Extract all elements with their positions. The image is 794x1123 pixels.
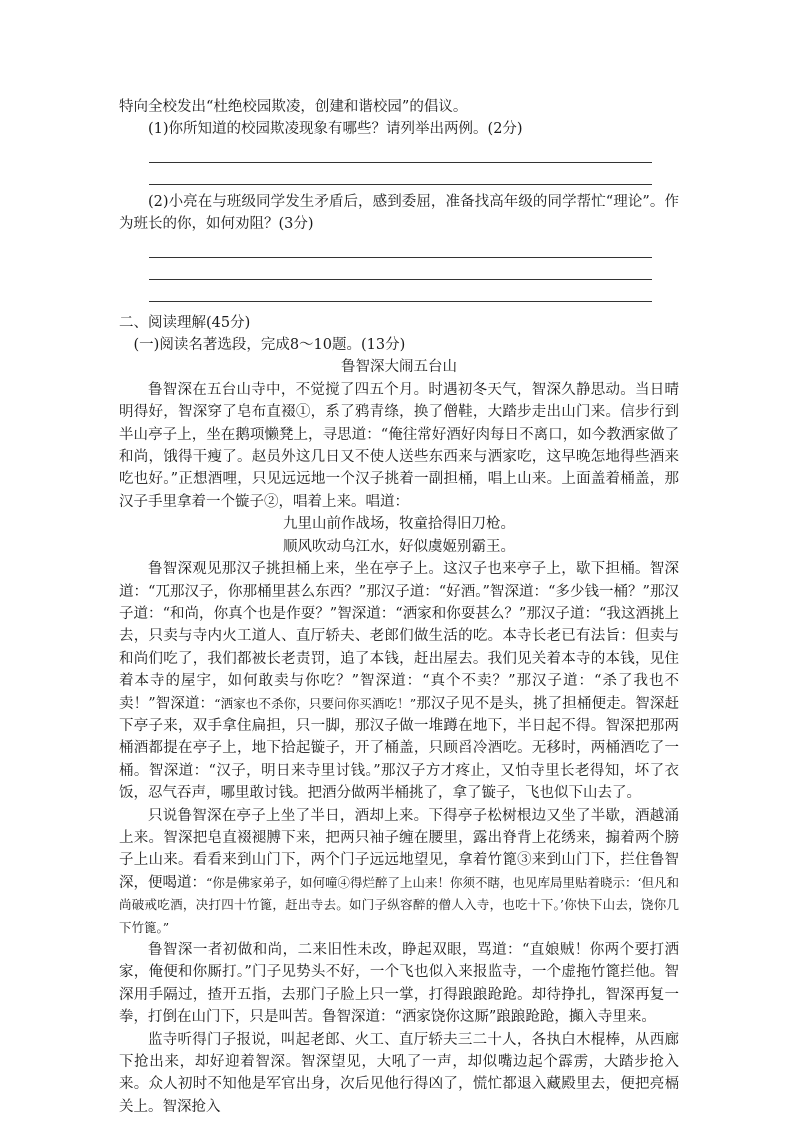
intro-text: 特向全校发出“杜绝校园欺凌，创建和谐校园”的倡议。 (119, 99, 468, 115)
paragraph-2 (119, 558, 679, 804)
answer-line[interactable] (149, 163, 652, 185)
poem-line-1: 九里山前作战场，牧童拾得旧刀枪。 (283, 516, 515, 533)
paragraph-5: 监寺听得门子报说，叫起老郎、火工、直厅轿夫三二十人，各执白木棍棒，从西廊下抢出来，却好迎着智深。智深望见，大吼了一声，却似嘴边起个霹雳，大踏步抢入来。众人初时不知他是军官出身，次后见他行得凶了，慌忙都退入藏殿里去，便把亮槅关上。智深抢入 (119, 1031, 679, 1115)
document-page (119, 96, 679, 1118)
section-heading: 二、阅读理解(45分) (119, 314, 251, 331)
question-1: (1)你所知道的校园欺凌现象有哪些？请列举出两例。(2分) (148, 121, 523, 138)
paragraph-3 (119, 805, 679, 939)
paragraph-1: 鲁智深在五台山寺中，不觉搅了四五个月。时遇初冬天气，智深久静思动。当日晴明得好，智深穿了皂布直裰①，系了鸦青绦，换了僧鞋，大踏步走出山门来。信步行到半山亭子上，坐在鹅项懒凳上，寻思道：“俺往常好酒好肉每日不离口，如今教洒家做了和尚，饿得干瘦了。赵员外这几日又不使人送些东西来与洒家吃，这早晚怎地得些酒来吃也好。”正想酒哩，只见远远地一个汉子挑着一副担桶，唱上山来。上面盖着桶盖，那汉子手里拿着一个镟子②，唱着上来。唱道： (119, 381, 679, 510)
answer-line[interactable] (149, 236, 652, 258)
paragraph-3-part-a: 只说鲁智深在亭子上坐了半日，酒却上来。下得亭子松树根边又坐了半歇，酒越涌上来。智深把皂直裰褪膊下来，把两只袖子缠在腰里，露出脊背上花绣来，搧着两个膀子上山来。看看来到山门下，两个门子远远地望见，拿着竹篦③来到山门下，拦住鲁智深，便喝道： (119, 807, 679, 891)
subsection-heading: (一)阅读名著选段，完成8～10题。(13分) (133, 337, 406, 354)
question-2: (2)小亮在与班级同学发生矛盾后，感到委屈，准备找高年级的同学帮忙“理论”。作为班长的你，如何劝阻？(3分) (119, 193, 679, 233)
passage-title: 鲁智深大闹五台山 (341, 359, 457, 376)
paragraph-3-part-b: “你是佛家弟子，如何噇④得烂醉了上山来！你须不瞎，也见库局里贴着晓示：‘但凡和尚破戒吃酒，决打四十竹篦，赶出寺去。如门子纵容醉的僧人入寺，也吃十下。’你快下山去，饶你几下竹篦。” (119, 874, 680, 935)
paragraph-4: 鲁智深一者初做和尚，二来旧性未改，睁起双眼，骂道：“直娘贼！你两个要打洒家，俺便和你厮打。”门子见势头不好，一个飞也似入来报监寺，一个虚拖竹篦拦他。智深用手隔过，揸开五指，去那门子脸上只一掌，打得踉踉跄跄。却待挣扎，智深再复一拳，打倒在山门下，只是叫苦。鲁智深道：“洒家饶你这厮”踉踉跄跄，攧入寺里来。 (119, 942, 679, 1026)
answer-line[interactable] (149, 280, 652, 302)
paragraph-2-part-a: 鲁智深观见那汉子挑担桶上来，坐在亭子上。这汉子也来亭子上，歇下担桶。智深道：“兀那汉子，你那桶里甚么东西？”那汉子道：“好酒。”智深道：“多少钱一桶？”那汉子道：“和尚，你真个也是作耍？”智深道：“洒家和你耍甚么？”那汉子道：“我这酒挑上去，只卖与寺内火工道人、直厅轿夫、老郎们做生活的吃。本寺长老已有法旨：但卖与和尚们吃了，我们都被长老责罚，追了本钱，赶出屋去。我们见关着本寺的本钱，见住着本寺的屋宇，如何敢卖与你吃？”智深道：“真个不卖？”那汉子道：“杀了我也不卖！”智深道： (119, 561, 679, 712)
answer-line[interactable] (149, 258, 652, 280)
answer-lines-2 (119, 236, 679, 302)
answer-lines-1 (119, 141, 679, 185)
paragraph-2-part-c: 那汉子见不是头，挑了担桶便走。智深赶下亭子来，双手拿住扁担，只一脚，那汉子做一堆蹲在地下，半日起不得。智深把那两桶酒都提在亭子上，地下拾起镟子，开了桶盖，只顾舀冷酒吃。无移时，两桶酒吃了一桶。智深道：“汉子，明日来寺里讨钱。”那汉子方才疼止，又怕寺里长老得知，坏了衣饭，忍气吞声，哪里敢讨钱。把酒分做两半桶挑了，拿了镟子，飞也似下山去了。 (119, 695, 679, 802)
answer-line[interactable] (149, 141, 652, 163)
poem-line-2: 顺风吹动乌江水，好似虞姬别霸王。 (283, 538, 515, 555)
paragraph-2-part-b: “洒家也不杀你，只要问你买酒吃！” (214, 695, 417, 711)
